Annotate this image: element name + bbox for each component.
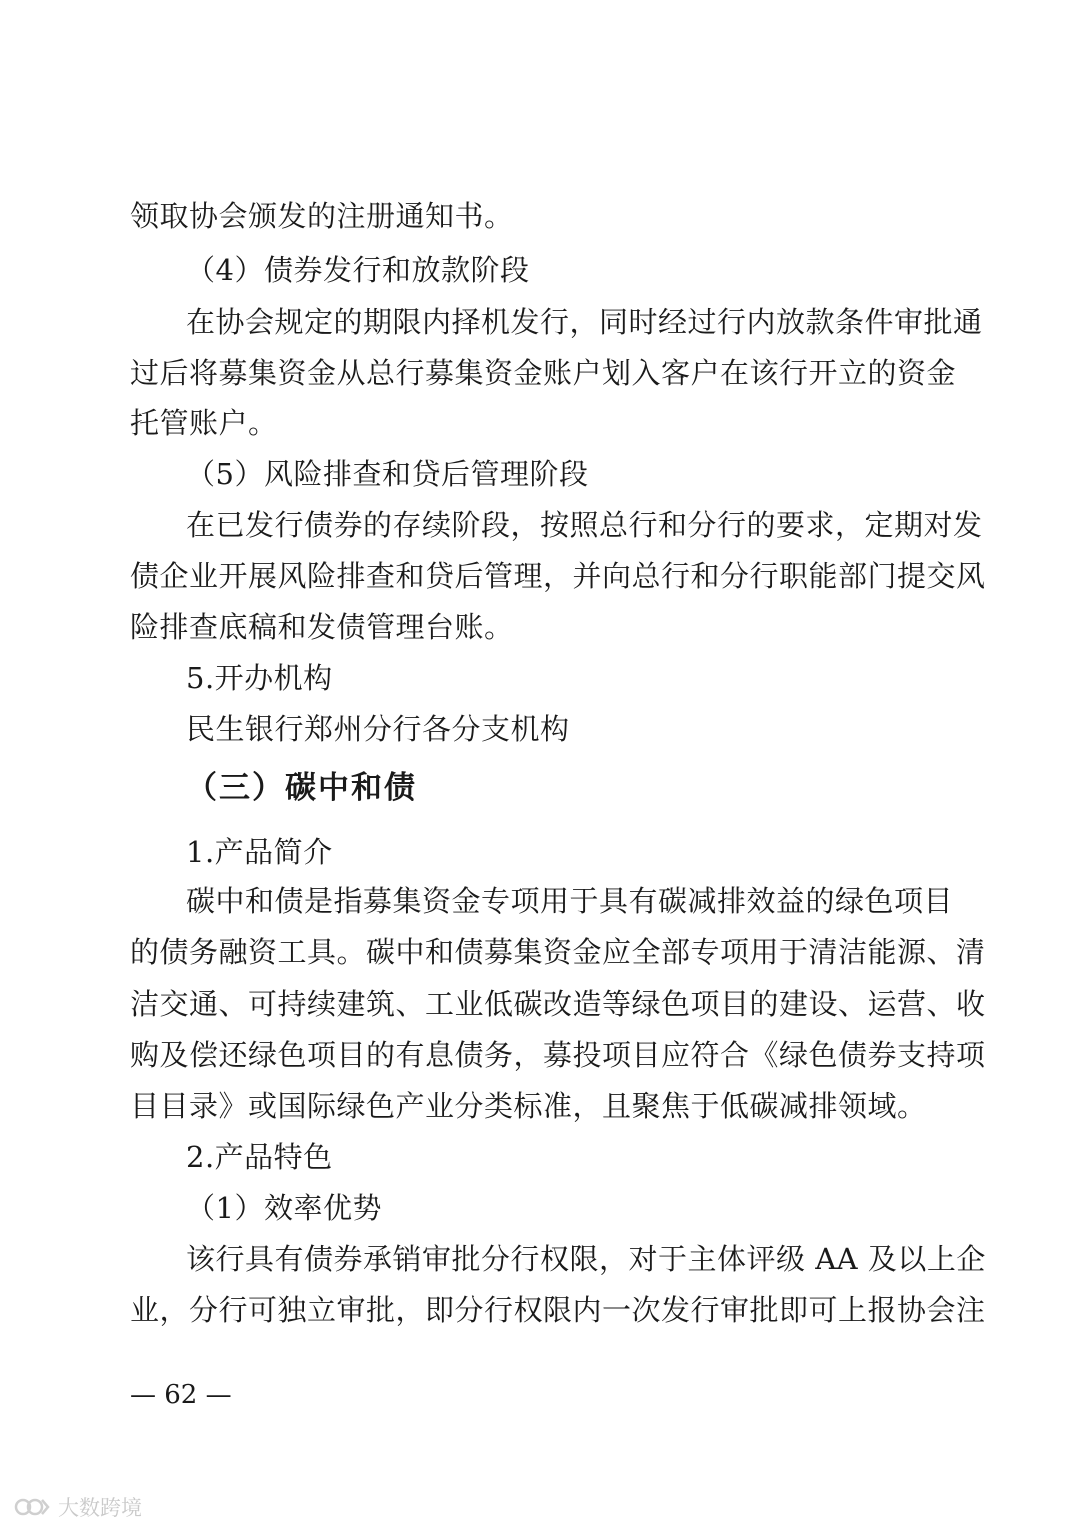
paragraph-line: 托管账户。 bbox=[130, 406, 278, 440]
paragraph-line: 在已发行债券的存续阶段，按照总行和分行的要求，定期对发 bbox=[186, 508, 983, 542]
paragraph-line: 碳中和债是指募集资金专项用于具有碳减排效益的绿色项目 bbox=[186, 884, 954, 918]
paragraph-line: 购及偿还绿色项目的有息债务，募投项目应符合《绿色债券支持项 bbox=[130, 1038, 986, 1072]
subsection-title: 2.产品特色 bbox=[186, 1140, 333, 1174]
paragraph-line: 过后将募集资金从总行募集资金账户划入客户在该行开立的资金 bbox=[130, 356, 957, 390]
paragraph-line: 的债务融资工具。碳中和债募集资金应全部专项用于清洁能源、清 bbox=[130, 935, 986, 969]
subsection-title: （5）风险排查和贷后管理阶段 bbox=[186, 457, 589, 491]
paragraph-line: 险排查底稿和发债管理台账。 bbox=[130, 610, 514, 644]
watermark-logo-icon bbox=[14, 1495, 50, 1519]
paragraph-line: 债企业开展风险排查和贷后管理，并向总行和分行职能部门提交风 bbox=[130, 559, 986, 593]
paragraph-line: 洁交通、可持续建筑、工业低碳改造等绿色项目的建设、运营、收 bbox=[130, 987, 986, 1021]
paragraph-line: 在协会规定的期限内择机发行，同时经过行内放款条件审批通 bbox=[186, 305, 983, 339]
watermark bbox=[14, 1492, 142, 1522]
section-heading: （三）碳中和债 bbox=[186, 770, 417, 806]
subsection-title: 1.产品简介 bbox=[186, 835, 333, 869]
subsection-title: （4）债券发行和放款阶段 bbox=[186, 253, 530, 287]
paragraph-line: 民生银行郑州分行各分支机构 bbox=[186, 712, 570, 746]
paragraph-line: 目目录》或国际绿色产业分类标准，且聚焦于低碳减排领域。 bbox=[130, 1089, 927, 1123]
page-number: — 62 — bbox=[130, 1380, 232, 1410]
paragraph-line: 业，分行可独立审批，即分行权限内一次发行审批即可上报协会注 bbox=[130, 1293, 986, 1327]
subsection-title: 5.开办机构 bbox=[186, 661, 333, 695]
paragraph-line: 该行具有债券承销审批分行权限，对于主体评级 AA 及以上企 bbox=[186, 1242, 986, 1276]
paragraph-line: 领取协会颁发的注册通知书。 bbox=[130, 199, 514, 233]
subsection-title: （1）效率优势 bbox=[186, 1191, 382, 1225]
watermark-text: 大数跨境 bbox=[58, 1496, 142, 1520]
